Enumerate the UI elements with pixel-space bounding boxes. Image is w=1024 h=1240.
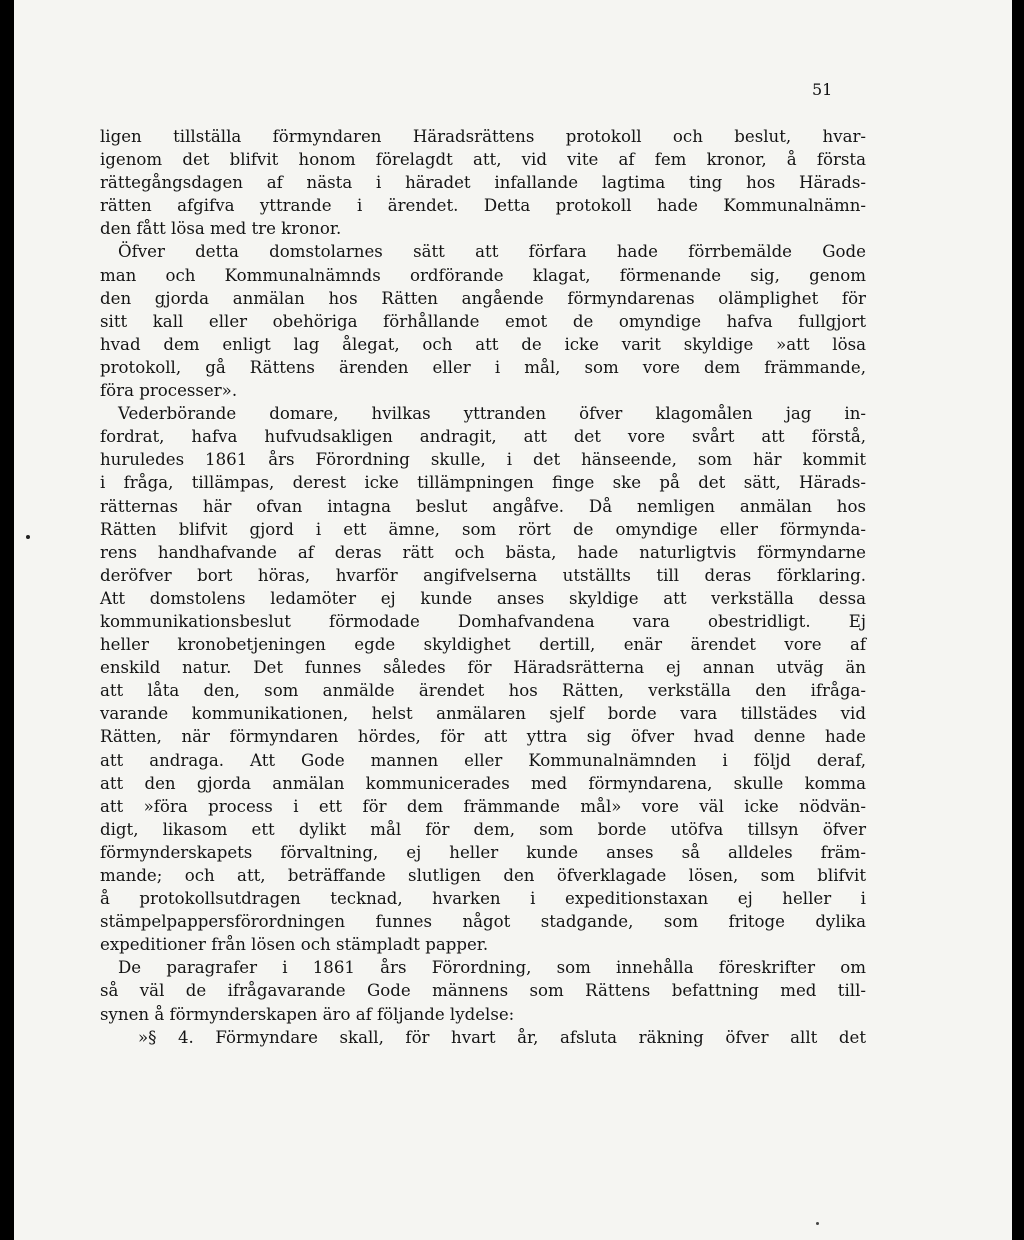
text-line: expeditioner från lösen och stämpladt papper. [100,935,489,955]
scan-edge-left [0,0,14,1240]
text-line: att »föra process i ett för dem främmande mål» vore väl icke nödvän- [100,796,866,816]
text-line: förmynderskapets förvaltning, ej heller kunde anses så alldeles främ- [100,842,866,862]
text-line: föra processer». [100,381,238,401]
text-line: enskild natur. Det funnes således för Häradsrätterna ej annan utväg än [100,658,866,678]
scan-speck [816,1222,819,1225]
text-line: varande kommunikationen, helst anmälaren sjelf borde vara tillstädes vid [100,704,866,724]
page-number: 51 [812,80,833,99]
text-line: rens handhafvande af deras rätt och bästa, hade naturligtvis förmyndarne [100,542,866,562]
text-line: den gjorda anmälan hos Rätten angående förmyndarenas olämplighet för [100,288,866,308]
scan-edge-right [1012,0,1024,1240]
text-line: Rätten, när förmyndaren hördes, för att yttra sig öfver hvad denne hade [100,727,866,747]
text-line: fordrat, hafva hufvudsakligen andragit, att det vore svårt att förstå, [100,427,866,447]
text-line: att låta den, som anmälde ärendet hos Rätten, verkställa den ifråga- [100,681,866,701]
text-line: Att domstolens ledamöter ej kunde anses skyldige att verkställa dessa [100,588,866,608]
text-line: »§ 4. Förmyndare skall, för hvart år, afsluta räkning öfver allt det [138,1027,866,1047]
text-line: den fått lösa med tre kronor. [100,219,342,239]
text-line: i fråga, tillämpas, derest icke tillämpningen finge ske på det sätt, Härads- [100,473,866,493]
text-line: protokoll, gå Rättens ärenden eller i mål, som vore dem främmande, [100,357,866,377]
text-line: rätten afgifva yttrande i ärendet. Detta protokoll hade Kommunalnämn- [100,196,866,216]
text-line: igenom det blifvit honom förelagdt att, vid vite af fem kronor, å första [100,150,866,170]
text-line: deröfver bort höras, hvarför angifvelserna utställts till deras förklaring. [100,565,866,585]
text-line: huruledes 1861 års Förordning skulle, i det hänseende, som här kommit [100,450,866,470]
text-line: att andraga. Att Gode mannen eller Kommunalnämnden i följd deraf, [100,750,866,770]
text-line: Öfver detta domstolarnes sätt att förfara hade förrbemälde Gode [118,242,866,262]
text-line: hvad dem enligt lag ålegat, och att de icke varit skyldige »att lösa [100,334,866,354]
text-line: att den gjorda anmälan kommunicerades med förmyndarena, skulle komma [100,773,866,793]
scan-speck [26,535,30,539]
text-line: ligen tillställa förmyndaren Häradsrättens protokoll och beslut, hvar- [100,127,866,146]
text-line: rätternas här ofvan intagna beslut angåfve. Då nemligen anmälan hos [100,496,866,516]
text-line: så väl de ifrågavarande Gode männens som Rättens befattning med till- [100,981,866,1001]
text-line: De paragrafer i 1861 års Förordning, som innehålla föreskrifter om [118,958,866,978]
text-line: man och Kommunalnämnds ordförande klagat, förmenande sig, genom [100,265,866,285]
text-line: heller kronobetjeningen egde skyldighet dertill, enär ärendet vore af [100,635,866,655]
text-line: sitt kall eller obehöriga förhållande emot de omyndige hafva fullgjort [100,311,866,331]
text-line: digt, likasom ett dylikt mål för dem, som borde utöfva tillsyn öfver [100,819,866,839]
text-line: rättegångsdagen af nästa i häradet infallande lagtima ting hos Härads- [100,173,866,193]
text-line: Vederbörande domare, hvilkas yttranden öfver klagomålen jag in- [118,404,866,424]
text-line: synen å förmynderskapen äro af följande lydelse: [100,1004,515,1024]
text-line: kommunikationsbeslut förmodade Domhafvandena vara obestridligt. Ej [100,611,866,631]
text-line: å protokollsutdragen tecknad, hvarken i expeditionstaxan ej heller i [100,889,866,909]
body-text [100,125,866,1049]
text-line: stämpelpappersförordningen funnes något stadgande, som fritoge dylika [100,912,866,932]
text-line: Rätten blifvit gjord i ett ämne, som rört de omyndige eller förmynda- [100,519,866,539]
text-line: mande; och att, beträffande slutligen den öfverklagade lösen, som blifvit [100,866,866,885]
